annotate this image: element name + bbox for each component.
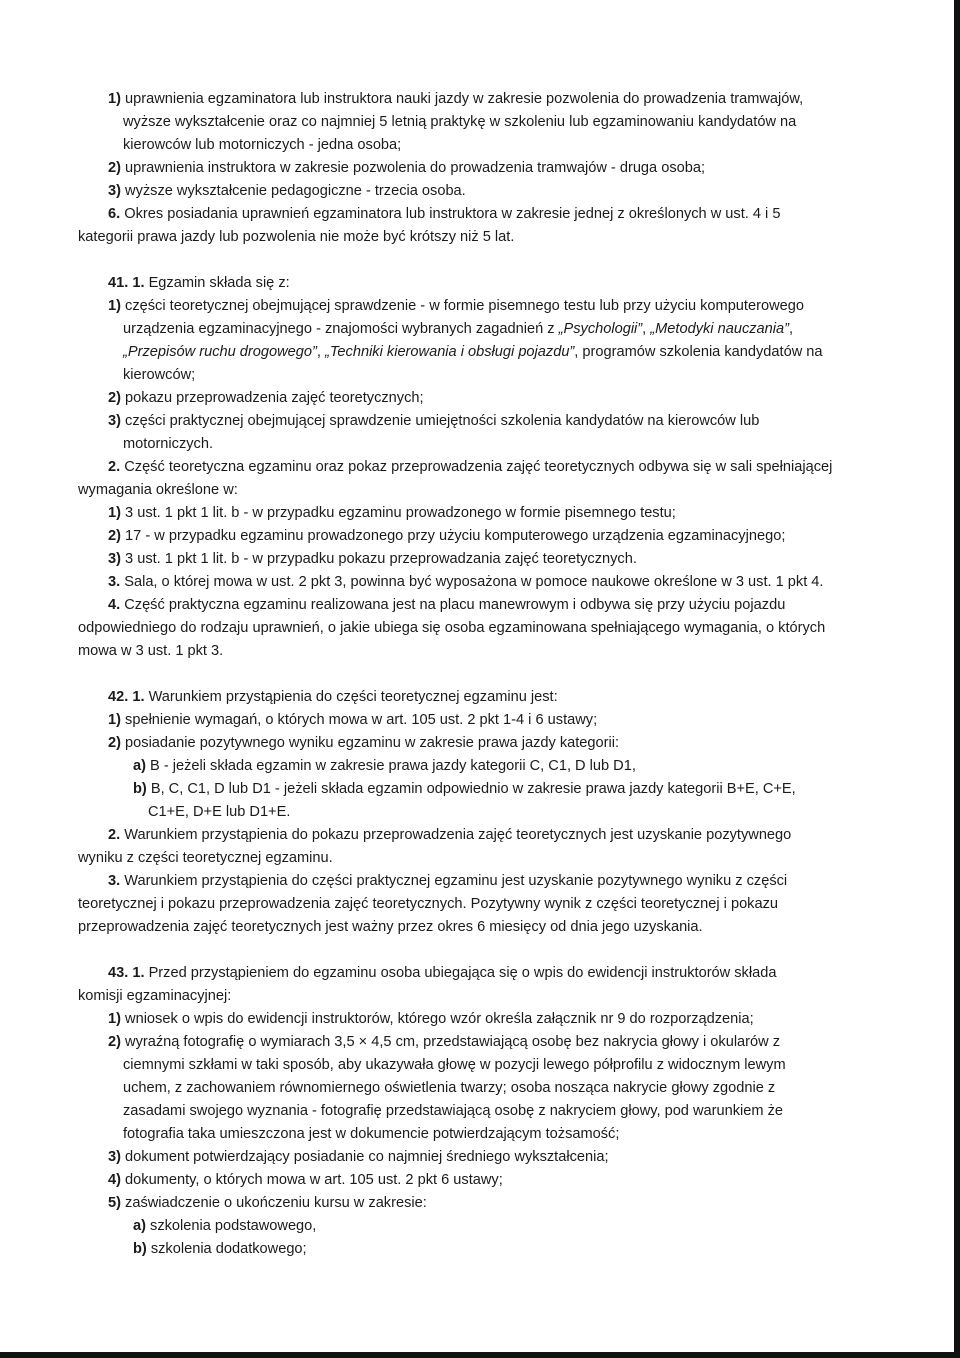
text-line [108, 1010, 754, 1028]
text-line [108, 1148, 609, 1166]
line-text: C1+E, D+E lub D1+E. [148, 804, 291, 820]
text-line [108, 1171, 503, 1189]
quoted-subject: „Psychologii” [558, 321, 643, 337]
section-heading-41 [108, 274, 290, 292]
line-text: zasadami swojego wyznania - fotografię przedstawiającą osobę z nakryciem głowy, pod warunkiem że [123, 1103, 784, 1119]
item-number: 6. [108, 206, 121, 222]
line-text: 3 ust. 1 pkt 1 lit. b - w przypadku egzaminu prowadzonego w formie pisemnego testu; [120, 505, 676, 521]
line-text: wymagania określone w: [78, 482, 238, 498]
quoted-subject: „Przepisów ruchu drogowego” [123, 344, 317, 360]
item-number: 1) [108, 298, 121, 314]
line-text: dokumenty, o których mowa w art. 105 ust. 2 pkt 6 ustawy; [120, 1172, 503, 1188]
item-number: 4) [108, 1172, 121, 1188]
text-line [78, 619, 825, 637]
text-line [108, 182, 466, 200]
item-number: 1) [108, 91, 121, 107]
item-number: 2. [108, 827, 121, 843]
text-line [123, 136, 401, 154]
item-letter: a) [133, 1218, 146, 1234]
item-letter: b) [133, 781, 147, 797]
line-text: B, C, C1, D lub D1 - jeżeli składa egzamin odpowiednio w zakresie prawa jazdy kategorii B+E, C+E, [146, 781, 796, 797]
line-text: kierowców; [123, 367, 196, 383]
line-text: Warunkiem przystąpienia do pokazu przeprowadzenia zajęć teoretycznych jest uzyskanie pozytywnego [120, 827, 792, 843]
line-text: komisji egzaminacyjnej: [78, 988, 232, 1004]
item-number: 2) [108, 1034, 121, 1050]
line-text: B - jeżeli składa egzamin w zakresie prawa jazdy kategorii C, C1, D lub D1, [145, 758, 636, 774]
text-line [123, 435, 213, 453]
item-number: 5) [108, 1195, 121, 1211]
text-line [108, 504, 676, 522]
text-line [123, 1056, 786, 1074]
item-number: 2) [108, 528, 121, 544]
text-line [78, 918, 703, 936]
line-text: przeprowadzenia zajęć teoretycznych jest ważny przez okres 6 miesięcy od dnia jego uzyskania. [78, 919, 703, 935]
text-line [108, 573, 823, 591]
text-line [148, 803, 290, 821]
text-line [108, 1033, 780, 1051]
text-line [78, 228, 514, 246]
section-heading-43 [108, 964, 776, 982]
line-text: wyższe wykształcenie pedagogiczne - trzecia osoba. [120, 183, 466, 199]
item-number: 3) [108, 413, 121, 429]
item-number: 3. [108, 574, 121, 590]
item-number: 2. [108, 459, 121, 475]
text-line [108, 711, 597, 729]
item-letter: a) [133, 758, 146, 774]
line-text: części praktycznej obejmującej sprawdzenie umiejętności szkolenia kandydatów na kierowców lub [120, 413, 760, 429]
text-line [108, 159, 705, 177]
text-line [133, 1240, 307, 1258]
line-text: Warunkiem przystąpienia do części praktycznej egzaminu jest uzyskanie pozytywnego wyniku z części [120, 873, 788, 889]
text-line [108, 826, 791, 844]
text-line [123, 1079, 775, 1097]
text-line [123, 1102, 783, 1120]
section-heading-42 [108, 688, 558, 706]
text-line [108, 458, 832, 476]
line-text: kierowców lub motorniczych - jedna osoba; [123, 137, 402, 153]
item-number: 2) [108, 735, 121, 751]
line-text: mowa w 3 ust. 1 pkt 3. [78, 643, 224, 659]
line-text: odpowiedniego do rodzaju uprawnień, o jakie ubiega się osoba egzaminowana spełniającego wymagania, o których [78, 620, 826, 636]
line-text: , programów szkolenia kandydatów na [574, 344, 823, 360]
text-line [78, 481, 238, 499]
line-text: posiadanie pozytywnego wyniku egzaminu w zakresie prawa jazdy kategorii: [120, 735, 620, 751]
line-text: wyższe wykształcenie oraz co najmniej 5 letnią praktykę w szkoleniu lub egzaminowaniu kandydatów na [123, 114, 797, 130]
section-number: 42. 1. [108, 689, 145, 705]
text-line [108, 872, 787, 890]
line-text: Część teoretyczna egzaminu oraz pokaz przeprowadzenia zajęć teoretycznych odbywa się w sali spełniającej [120, 459, 833, 475]
item-number: 3) [108, 183, 121, 199]
text-line [108, 297, 804, 315]
line-text: , [789, 321, 794, 337]
text-line [108, 596, 785, 614]
text-line [123, 343, 823, 361]
text-line [78, 642, 223, 660]
line-text: Egzamin składa się z: [144, 275, 290, 291]
line-text: spełnienie wymagań, o których mowa w art. 105 ust. 2 pkt 1-4 i 6 ustawy; [120, 712, 598, 728]
line-text: uchem, z zachowaniem równomiernego oświetlenia twarzy; osoba nosząca nakrycie głowy zgodnie z [123, 1080, 776, 1096]
line-text: dokument potwierdzający posiadanie co najmniej średniego wykształcenia; [120, 1149, 609, 1165]
item-number: 2) [108, 160, 121, 176]
text-line [108, 1194, 427, 1212]
line-text: urządzenia egzaminacyjnego - znajomości wybranych zagadnień z [123, 321, 559, 337]
line-text: szkolenia podstawowego, [145, 1218, 317, 1234]
line-text: teoretycznej i pokazu przeprowadzenia zajęć teoretycznych. Pozytywny wynik z części teoretycznej i pokazu [78, 896, 779, 912]
item-number: 1) [108, 505, 121, 521]
line-text: Sala, o której mowa w ust. 2 pkt 3, powinna być wyposażona w pomoce naukowe określone w 3 ust. 1 pkt 4. [120, 574, 824, 590]
item-number: 2) [108, 390, 121, 406]
item-number: 3) [108, 551, 121, 567]
text-line [108, 412, 759, 430]
line-text: kategorii prawa jazdy lub pozwolenia nie może być krótszy niż 5 lat. [78, 229, 515, 245]
text-line [123, 113, 796, 131]
text-line [108, 550, 637, 568]
section-number: 43. 1. [108, 965, 145, 981]
line-text: wyniku z części teoretycznej egzaminu. [78, 850, 333, 866]
item-number: 1) [108, 1011, 121, 1027]
line-text: fotografia taka umieszczona jest w dokumencie potwierdzającym tożsamość; [123, 1126, 620, 1142]
quoted-subject: „Metodyki nauczania” [650, 321, 789, 337]
item-number: 1) [108, 712, 121, 728]
line-text: wyraźną fotografię o wymiarach 3,5 × 4,5 cm, przedstawiającą osobę bez nakrycia głowy i okularów z [120, 1034, 781, 1050]
line-text: pokazu przeprowadzenia zajęć teoretycznych; [120, 390, 424, 406]
line-text: ciemnymi szkłami w taki sposób, aby ukazywała głowę w pozycji lewego półprofilu z widocznym lewym [123, 1057, 786, 1073]
text-line [108, 205, 780, 223]
line-text: szkolenia dodatkowego; [146, 1241, 307, 1257]
text-line [108, 90, 803, 108]
text-line [123, 320, 793, 338]
line-text: , [316, 344, 325, 360]
line-text: , [642, 321, 651, 337]
item-number: 3) [108, 1149, 121, 1165]
line-text: wniosek o wpis do ewidencji instruktorów, którego wzór określa załącznik nr 9 do rozporządzenia; [120, 1011, 754, 1027]
text-line [108, 527, 785, 545]
section-number: 41. 1. [108, 275, 145, 291]
line-text: Część praktyczna egzaminu realizowana jest na placu manewrowym i odbywa się przy użyciu pojazdu [120, 597, 786, 613]
text-line [78, 987, 231, 1005]
line-text: uprawnienia instruktora w zakresie pozwolenia do prowadzenia tramwajów - druga osoba; [120, 160, 706, 176]
text-line [133, 1217, 316, 1235]
text-line [123, 1125, 619, 1143]
quoted-subject: „Techniki kierowania i obsługi pojazdu” [324, 344, 575, 360]
item-number: 3. [108, 873, 121, 889]
text-line [133, 780, 796, 798]
line-text: uprawnienia egzaminatora lub instruktora nauki jazdy w zakresie pozwolenia do prowadzenia tramwajów, [120, 91, 804, 107]
line-text: 17 - w przypadku egzaminu prowadzonego przy użyciu komputerowego urządzenia egzaminacyjnego; [120, 528, 786, 544]
text-line [123, 366, 195, 384]
item-letter: b) [133, 1241, 147, 1257]
line-text: motorniczych. [123, 436, 214, 452]
text-line [108, 389, 424, 407]
text-line [108, 734, 619, 752]
item-number: 4. [108, 597, 121, 613]
text-line [133, 757, 636, 775]
line-text: części teoretycznej obejmującej sprawdzenie - w formie pisemnego testu lub przy użyciu komputerowego [120, 298, 804, 314]
text-line [78, 849, 333, 867]
line-text: zaświadczenie o ukończeniu kursu w zakresie: [120, 1195, 427, 1211]
line-text: Warunkiem przystąpienia do części teoretycznej egzaminu jest: [144, 689, 558, 705]
line-text: Przed przystąpieniem do egzaminu osoba ubiegająca się o wpis do ewidencji instruktorów składa [144, 965, 777, 981]
line-text: 3 ust. 1 pkt 1 lit. b - w przypadku pokazu przeprowadzania zajęć teoretycznych. [120, 551, 637, 567]
text-line [78, 895, 778, 913]
line-text: Okres posiadania uprawnień egzaminatora lub instruktora w zakresie jednej z określonych w ust. 4 i 5 [120, 206, 781, 222]
